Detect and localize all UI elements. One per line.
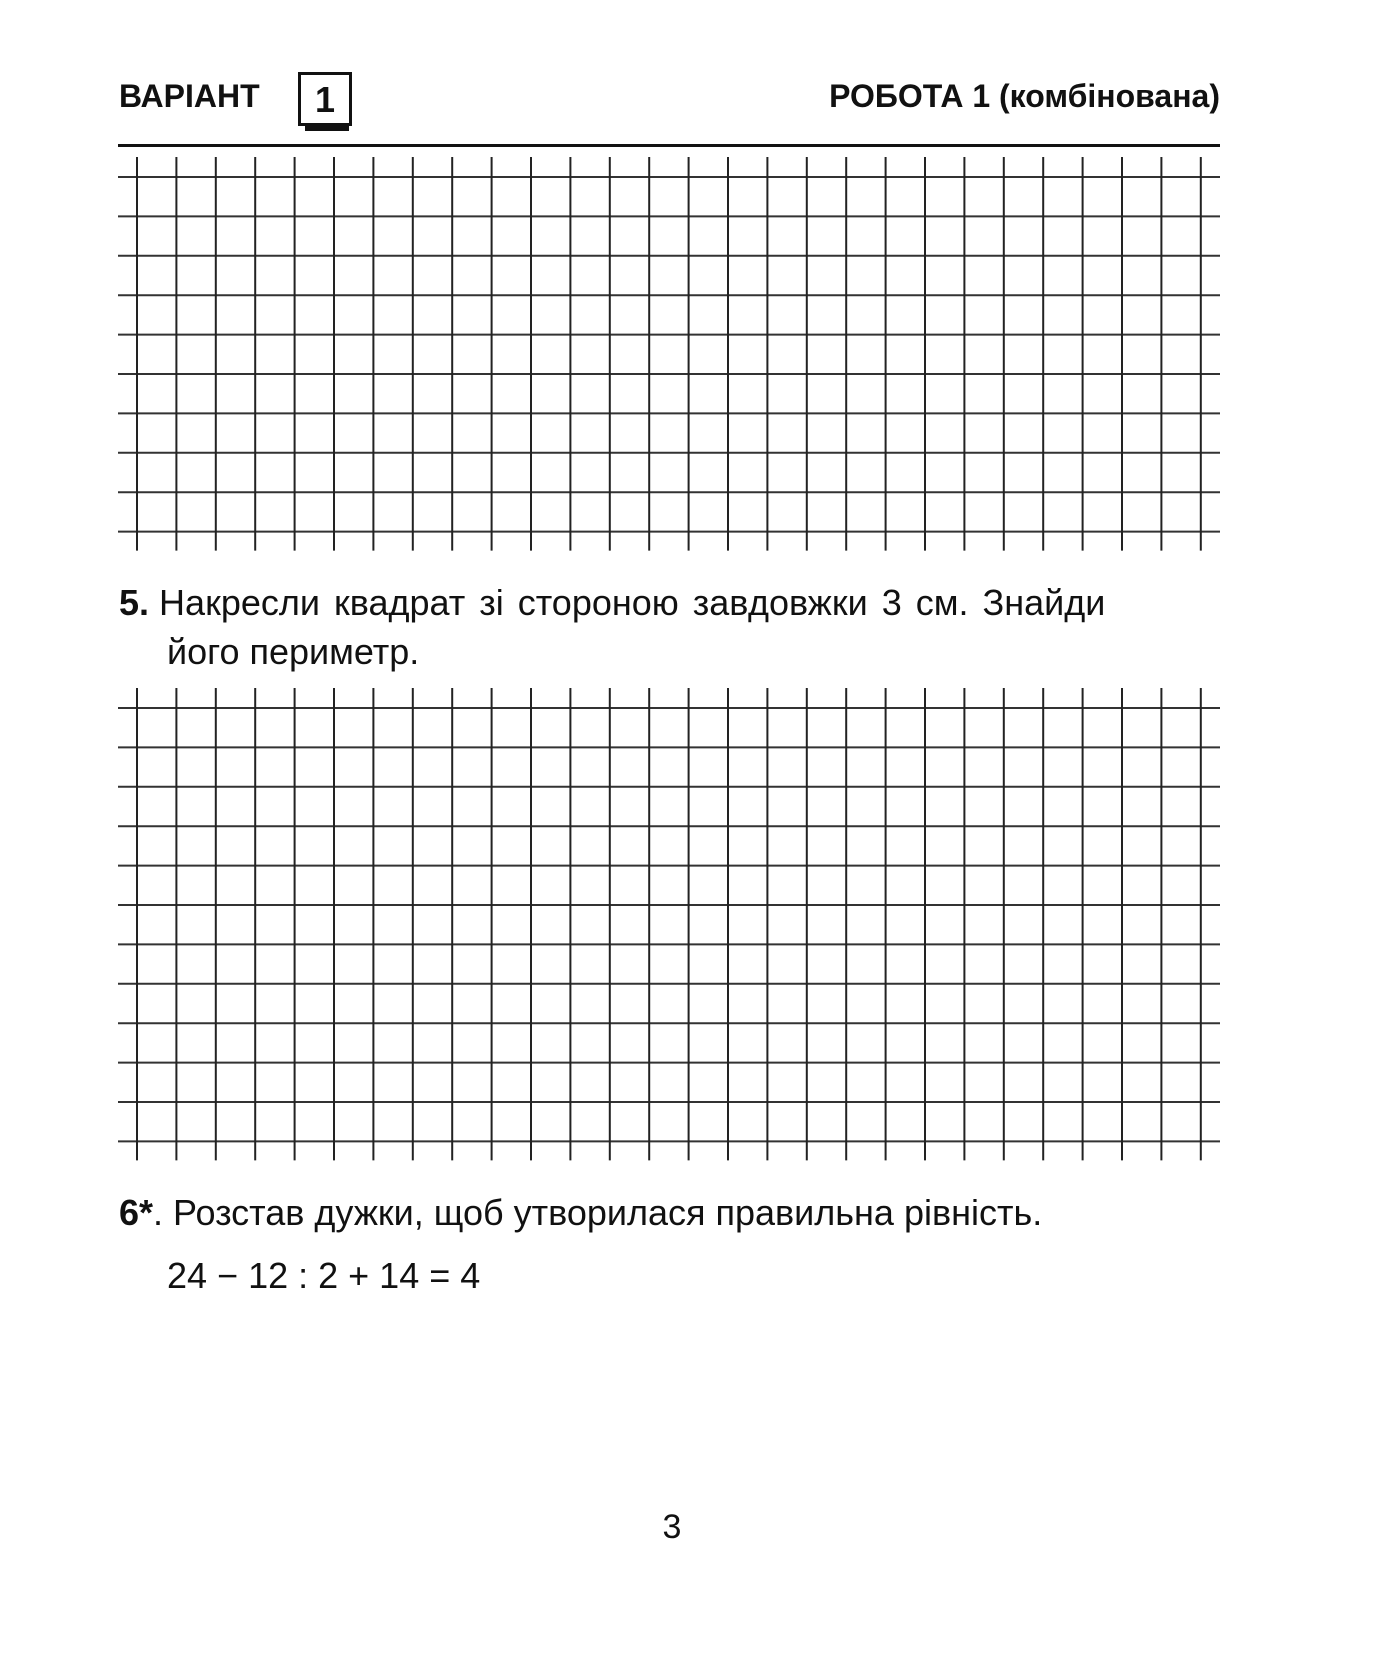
variant-label: ВАРІАНТ (119, 78, 260, 114)
task-6-text: . Розстав дужки, щоб утворилася правильна рівність. (153, 1192, 1043, 1233)
task-5-text: Накресли квадрат зі стороною завдовжки 3 см. Знайди (159, 582, 1106, 623)
task-6-number: 6* (119, 1192, 154, 1233)
work-title: РОБОТА 1 (комбінована) (829, 78, 1220, 114)
task-6 (119, 1192, 1042, 1234)
variant-number-box: 1 (298, 72, 352, 126)
page-number: 3 (662, 1508, 682, 1546)
task-5-line-2: його периметр. (167, 631, 420, 672)
task-5-number: 5. (119, 582, 150, 623)
task-6-equation: 24 − 12 : 2 + 14 = 4 (167, 1255, 481, 1296)
